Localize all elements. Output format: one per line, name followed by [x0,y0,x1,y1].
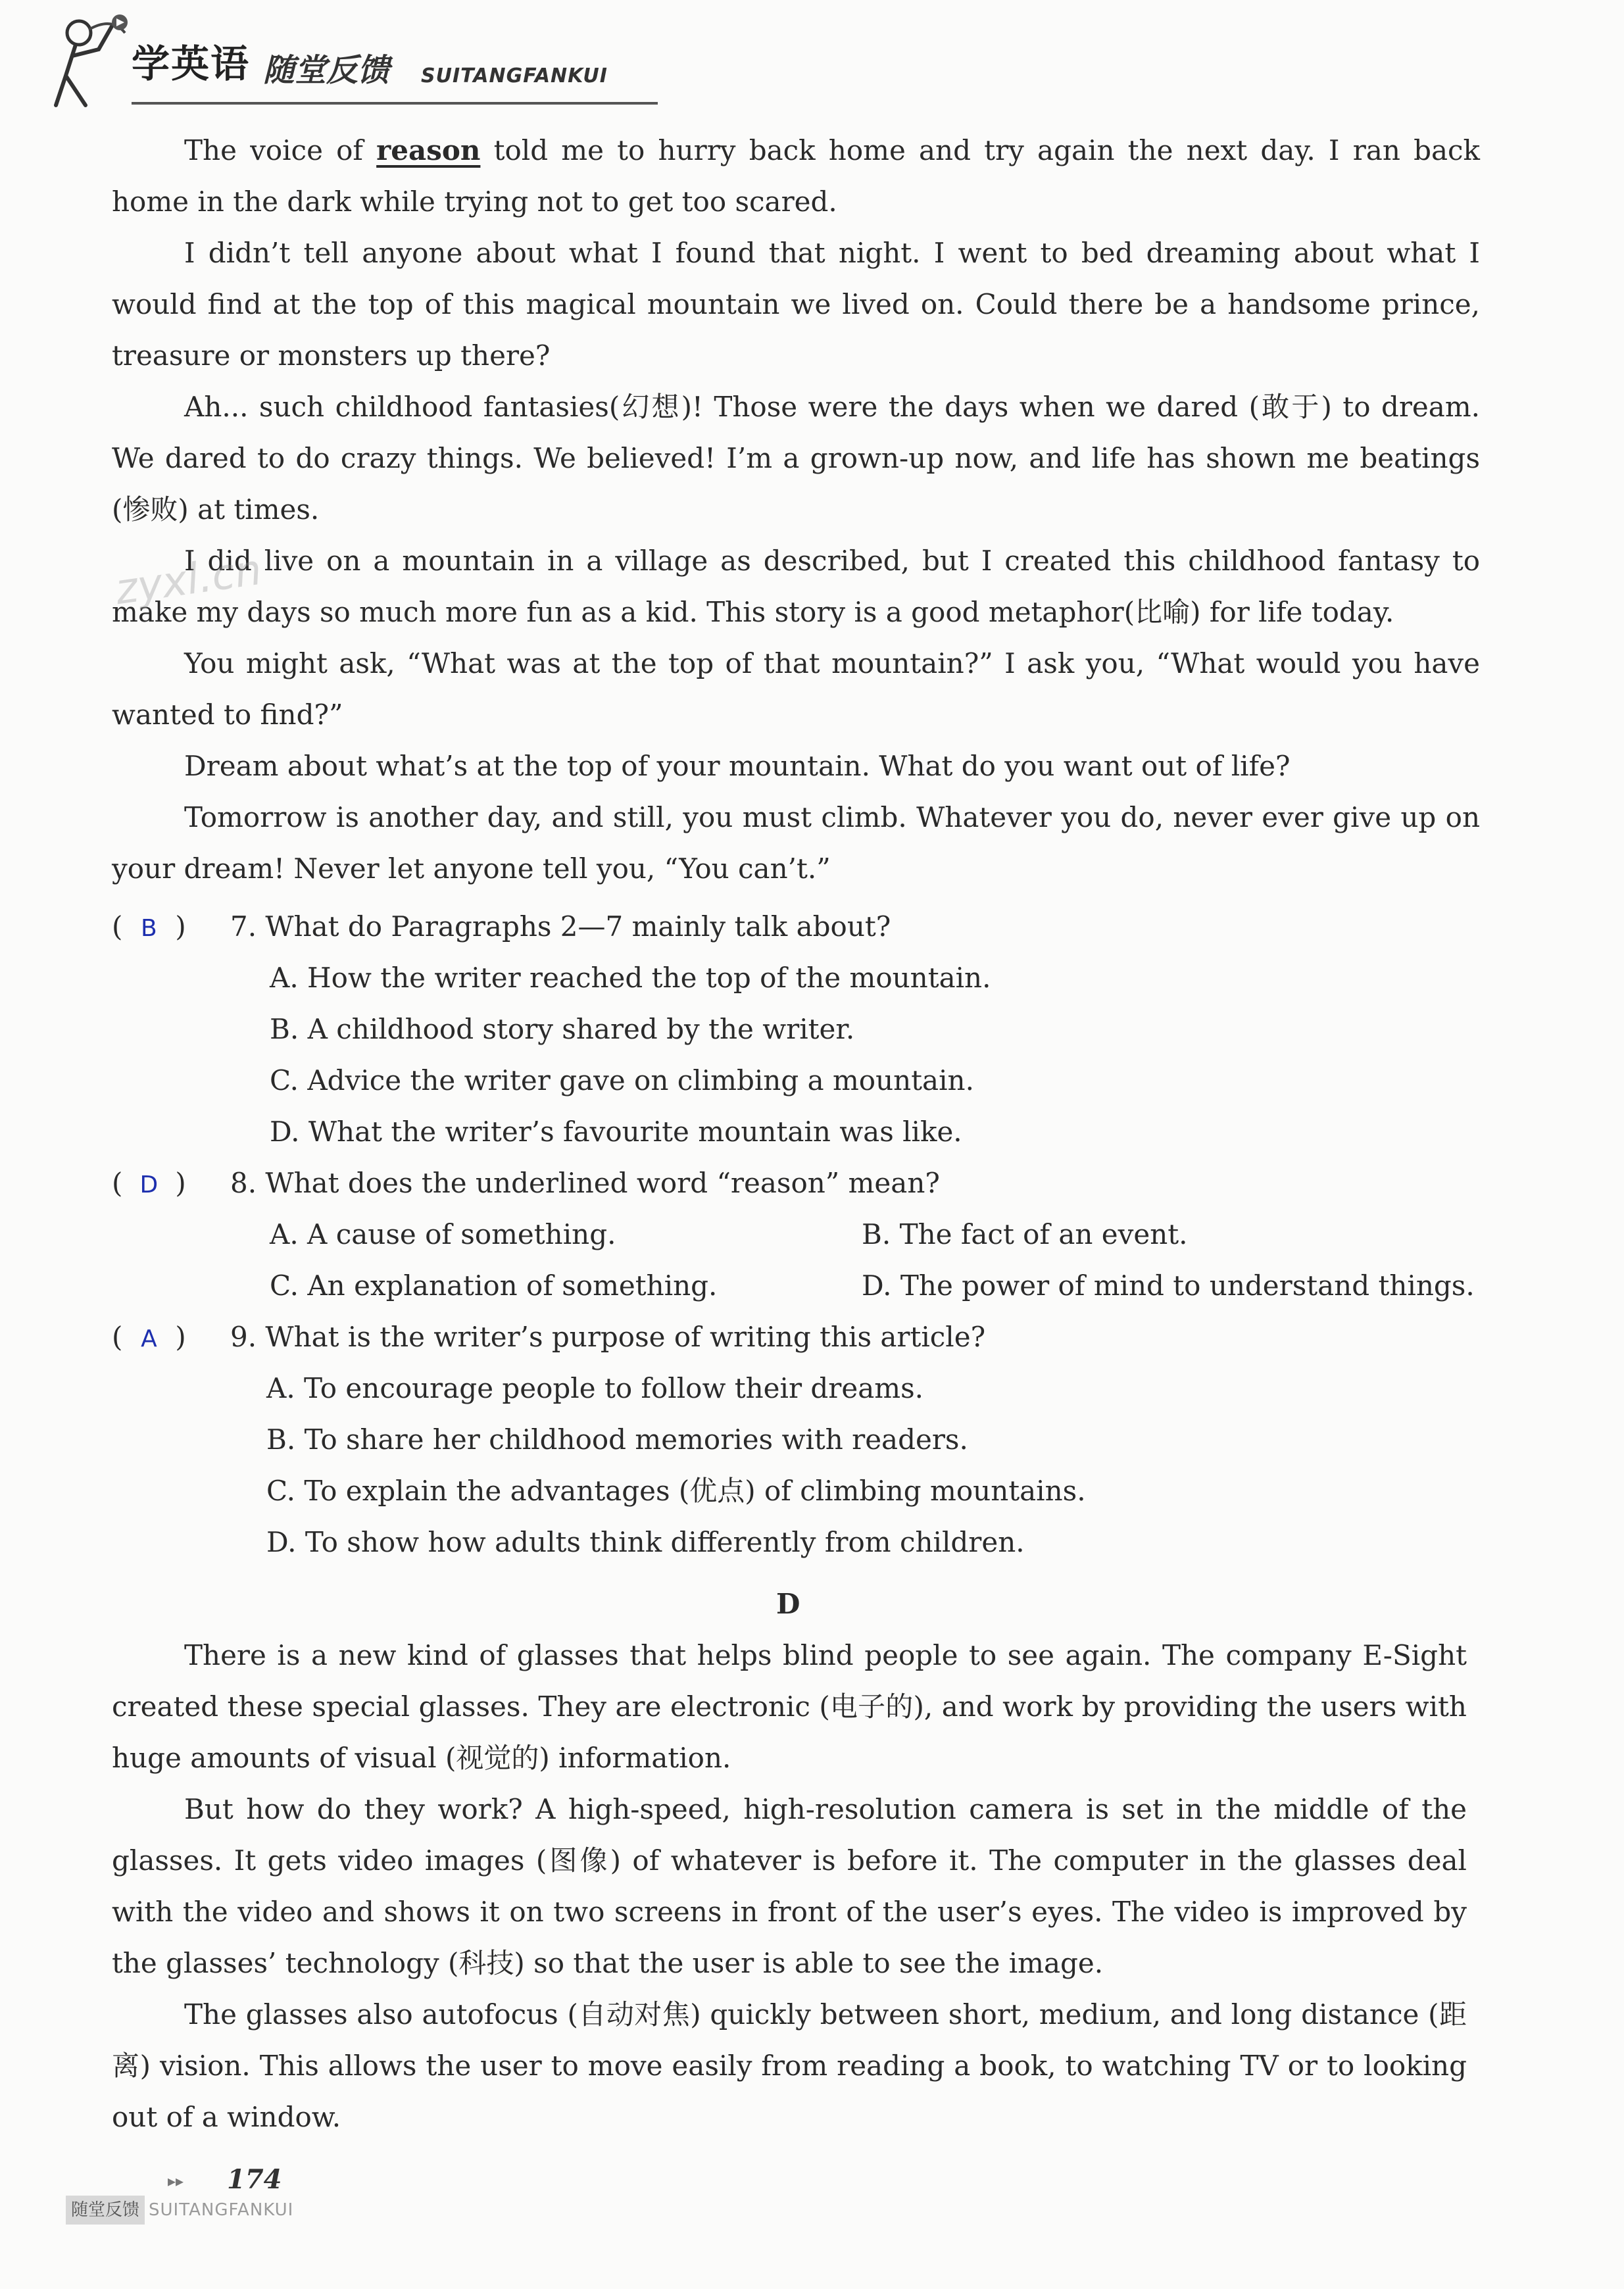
option: C. Advice the writer gave on climbing a mountain. [270,1064,974,1096]
paragraph-text: told me to hurry back home and try again the next day. I ran back home in the dark while trying not to get too scared. [112,134,1480,218]
option: A. A cause of something. [270,1218,616,1250]
question-stem: 7. What do Paragraphs 2—7 mainly talk about? [230,910,891,943]
page-number: 174 [227,2164,282,2195]
paragraph-text: The voice of [184,134,377,166]
footer-label [66,2196,316,2225]
answer-slot [112,901,230,954]
header-subtitle: 随堂反馈 [263,52,390,89]
option: B. The fact of an event. [862,1218,1188,1250]
answer-slot [112,1158,230,1211]
answer-letter: A [141,1325,157,1352]
page-header [39,13,631,118]
paragraph: Tomorrow is another day, and still, you must climb. Whatever you do, never ever give up on your dream! Never let anyone tell you, “You can’t.” [112,801,1480,885]
paragraph: I didn’t tell anyone about what I found that night. I went to bed dreaming about what I would find at the top of this magical mountain we lived on. Could there be a handsome prince, treasure or monsters up there? [112,237,1480,372]
paren-open: ( [112,1321,123,1353]
header-subtitle-en: SUITANGFANKUI [421,64,608,87]
question-7 [112,901,1480,952]
paragraph: But how do they work? A high-speed, high-resolution camera is set in the middle of the glasses. It gets video images (图像) of whatever is before it. The computer in the glasses deal with the video and shows it on two screens in front of the user’s eyes. The video is improved by the glasses’ technology (科技) so that the user is able to see the image. [112,1793,1467,1979]
paragraph [112,125,1480,228]
footer-label-en: SUITANGFANKUI [149,2200,294,2220]
header-title: 学英语 [132,41,251,86]
option: D. What the writer’s favourite mountain was like. [270,1116,962,1148]
question-9 [112,1312,1480,1363]
option: C. To explain the advantages (优点) of climbing mountains. [266,1475,1086,1507]
passage-c [112,125,1480,895]
paragraph: You might ask, “What was at the top of that mountain?” I ask you, “What would you have wanted to find?” [112,647,1480,731]
section-heading-d: D [776,1588,800,1620]
header-divider [132,102,658,105]
paragraph: Dream about what’s at the top of your mountain. What do you want out of life? [184,750,1291,782]
student-figure-icon [39,13,132,112]
paren-close: ) [175,1167,186,1199]
paren-open: ( [112,910,123,943]
option: B. To share her childhood memories with readers. [266,1423,968,1456]
paragraph: There is a new kind of glasses that helps blind people to see again. The company E-Sight created these special glasses. They are electronic (电子的), and work by providing the users with huge amounts of visual (视觉的) information. [112,1639,1467,1774]
footer-label-cn: 随堂反馈 [66,2196,145,2225]
answer-letter: D [139,1171,159,1198]
option: D. The power of mind to understand things. [862,1269,1475,1302]
option: A. To encourage people to follow their dreams. [266,1372,923,1404]
question-8 [112,1158,1480,1209]
option: A. How the writer reached the top of the mountain. [270,962,991,994]
option: C. An explanation of something. [270,1269,718,1302]
question-stem: 9. What is the writer’s purpose of writing this article? [230,1321,986,1353]
option: D. To show how adults think differently from children. [266,1526,1025,1558]
paren-close: ) [175,1321,186,1353]
footer-arrows-icon: ▸▸ [168,2172,184,2190]
option: B. A childhood story shared by the writer. [270,1013,855,1045]
answer-slot [112,1312,230,1365]
paren-close: ) [175,910,186,943]
paragraph: The glasses also autofocus (自动对焦) quickly between short, medium, and long distance (距离) vision. This allows the user to move easily from reading a book, to watching TV or to looking out of a window. [112,1998,1467,2133]
question-stem: 8. What does the underlined word “reason” mean? [230,1167,940,1199]
paragraph: I did live on a mountain in a village as described, but I created this childhood fantasy to make my days so much more fun as a kid. This story is a good metaphor(比喻) for life today. [112,545,1480,628]
answer-letter: B [141,915,157,942]
passage-d [112,1630,1467,2143]
paragraph: Ah... such childhood fantasies(幻想)! Those were the days when we dared (敢于) to dream. We dared to do crazy things. We believed! I’m a grown-up now, and life has shown me beatings (惨败) at times. [112,391,1480,526]
underlined-word-reason: reason [376,134,481,166]
watermark: zyxl.cn [112,545,265,615]
paren-open: ( [112,1167,123,1199]
